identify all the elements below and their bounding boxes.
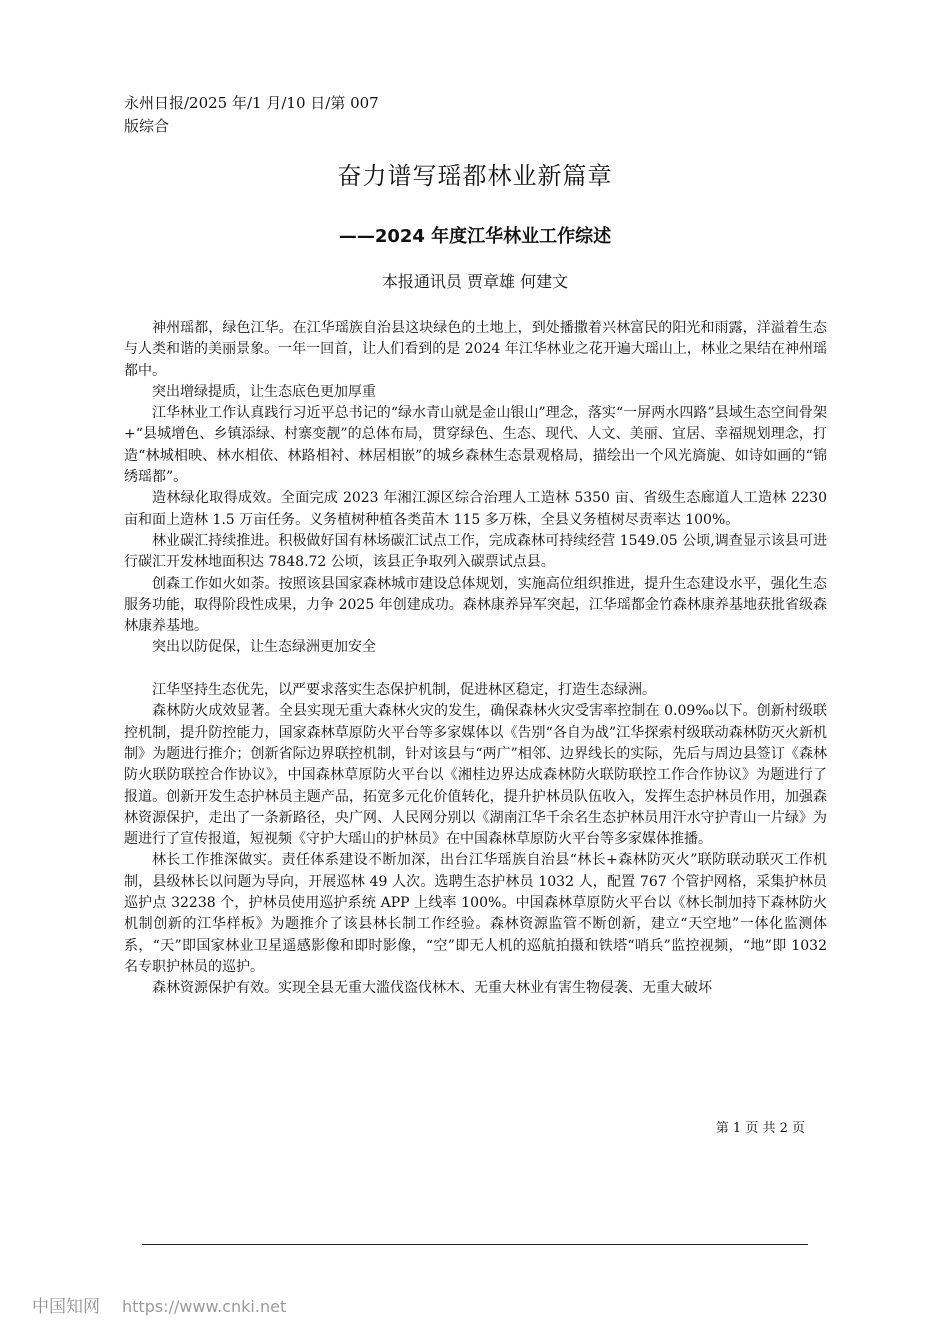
publication-meta: [124, 92, 424, 138]
paragraph: 创森工作如火如荼。按照该县国家森林城市建设总体规划，实施高位组织推进，提升生态建设水平，强化生态服务功能，取得阶段性成果，力争 2025 年创建成功。森林康养异军突起，江华瑶都金竹森林康养基地获批省级森林康养基地。: [124, 575, 827, 635]
paragraph: 森林防火成效显著。全县实现无重大森林火灾的发生，确保森林火灾受害率控制在 0.09‰以下。创新村级联控机制，提升防控能力，国家森林草原防火平台等多家媒体以《告别“各自为战”江华探索村级联动森林防灭火新机制》为题进行推介；创新省际边界联控机制，针对该县与“两广”相邻、边界线长的实际，先后与周边县签订《森林防火联防联控合作协议》，中国森林草原防火平台以《湘桂边界达成森林防火联防联控工作合作协议》为题进行了报道。创新开发生态护林员主题产品，拓宽多元化价值转化，提升护林员队伍收入，发挥生态护林员作用，加强森林资源保护，走出了一条新路径，央广网、人民网分别以《湖南江华千余名生态护林员用汗水守护青山一片绿》为题进行了宣传报道，短视频《守护大瑶山的护林员》在中国森林草原防火平台等多家媒体推播。: [124, 703, 827, 848]
section-heading: 突出以防促保，让生态绿洲更加安全: [152, 639, 376, 656]
paragraph: 江华林业工作认真践行习近平总书记的“绿水青山就是金山银山”理念，落实“一屏两水四路”县域生态空间骨架+“县城增色、乡镇添绿、村寨变靓”的总体布局，贯穿绿色、生态、现代、人文、美丽、宜居、幸福规划理念，打造“林城相映、林水相依、林路相衬、林居相嵌”的城乡森林生态景观格局，描绘出一个风光旖旎、如诗如画的“锦绣瑶都”。: [124, 405, 827, 486]
cnki-brand: 中国知网: [32, 1297, 100, 1317]
section-heading: 突出增绿提质，让生态底色更加厚重: [152, 383, 376, 400]
publication-meta-line2: 版综合: [124, 117, 170, 135]
article-body: [124, 318, 827, 1000]
page-number: 第 1 页 共 2 页: [715, 1121, 805, 1136]
article-subtitle: ——2024 年度江华林业工作综述: [338, 226, 612, 247]
footer-divider: [142, 1244, 808, 1245]
paragraph: 森林资源保护有效。实现全县无重大滥伐盗伐林木、无重大林业有害生物侵袭、无重大破坏: [152, 980, 712, 997]
article-byline: 本报通讯员 贾章雄 何建文: [381, 272, 569, 291]
article-title: 奋力谱写瑶都林业新篇章: [337, 162, 613, 190]
paragraph: 神州瑶都，绿色江华。在江华瑶族自治县这块绿色的土地上，到处播撒着兴林富民的阳光和雨露，洋溢着生态与人类和谐的美丽景象。一年一回首，让人们看到的是 2024 年江华林业之花开遍大瑶山上，林业之果结在神州瑶都中。: [124, 320, 827, 379]
paragraph: 林长工作推深做实。责任体系建设不断加深，出台江华瑶族自治县“林长+森林防灭火”联防联动联灭工作机制，县级林长以问题为导向，开展巡林 49 人次。选聘生态护林员 1032 人，配置 767 个管护网格，采集护林员巡护点 32238 个，护林员使用巡护系统 APP 上线率 100%。中国森林草原防火平台以《林长制加持下森林防火机制创新的江华样板》为题推介了该县林长制工作经验。森林资源监管不断创新，建立“天空地”一体化监测体系，“天”即国家林业卫星遥感影像和即时影像，“空”即无人机的巡航拍摄和铁塔“哨兵”监控视频，“地”即 1032 名专职护林员的巡护。: [124, 852, 827, 975]
paragraph: 林业碳汇持续推进。积极做好国有林场碳汇试点工作，完成森林可持续经营 1549.05 公顷,调查显示该县可进行碳汇开发林地面积达 7848.72 公顷，该县正争取列入碳票试点县。: [124, 532, 827, 571]
publication-meta-line1: 永州日报/2025 年/1 月/10 日/第 007: [124, 94, 379, 112]
paragraph: 造林绿化取得成效。全面完成 2023 年湘江源区综合治理人工造林 5350 亩、省级生态廊道人工造林 2230 亩和面上造林 1.5 万亩任务。义务植树种植各类苗木 115 多万株，全县义务植树尽责率达 100%。: [124, 490, 827, 528]
paragraph: 江华坚持生态优先，以严要求落实生态保护机制，促进林区稳定，打造生态绿洲。: [152, 682, 656, 699]
footer-watermark: [32, 1294, 286, 1320]
cnki-url: https://www.cnki.net: [122, 1297, 287, 1316]
blank-line: [124, 659, 827, 680]
